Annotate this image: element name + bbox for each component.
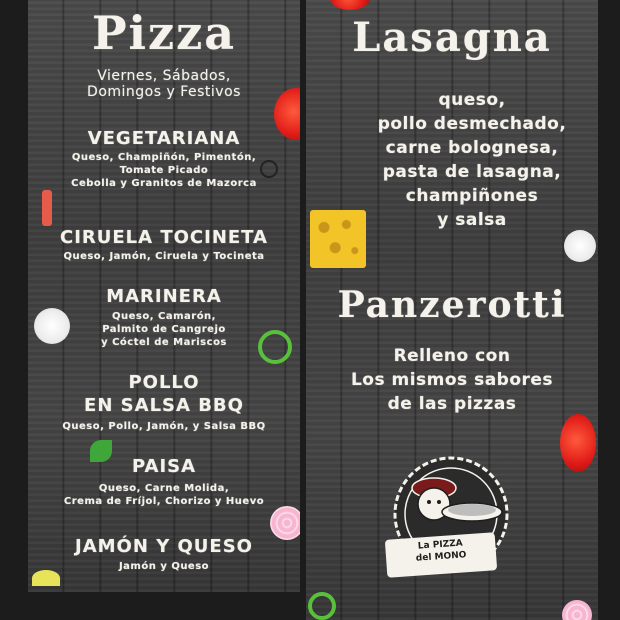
lasagna-title: Lasagna [352, 14, 552, 61]
pizza-item-marinera-desc: Palmito de Cangrejo [102, 324, 226, 335]
logo-text-line1: La PIZZA [417, 538, 464, 552]
pizza-item-vegetariana-title: VEGETARIANA [87, 128, 241, 149]
lasagna-ingredient: queso, [438, 90, 506, 110]
mushroom-slice-icon [34, 308, 70, 344]
pizza-item-vegetariana-desc: Queso, Champiñón, Pimentón, [71, 152, 257, 163]
pizza-subtitle-line2: Domingos y Festivos [87, 84, 241, 100]
pizza-title: Pizza [91, 6, 237, 60]
pizza-item-paisa-desc: Queso, Carne Molida, [98, 483, 230, 494]
olive-icon [260, 160, 278, 178]
lasagna-ingredient: pasta de lasagna, [382, 162, 562, 182]
lemon-slice-icon [32, 570, 60, 586]
panzerotti-desc: Relleno con [393, 346, 511, 366]
pizza-item-paisa-title: PAISA [131, 456, 197, 477]
pizza-subtitle-line1: Viernes, Sábados, [97, 68, 231, 84]
pizza-item-ciruela-title: CIRUELA TOCINETA [59, 227, 268, 248]
lasagna-ingredient: pollo desmechado, [377, 114, 567, 134]
pizza-item-marinera-title: MARINERA [106, 286, 222, 307]
onion-ring-icon [270, 506, 300, 540]
cheese-icon [310, 210, 366, 268]
panzerotti-title: Panzerotti [337, 284, 567, 326]
tomato-slice-icon [330, 0, 370, 10]
pizza-item-jamon-desc: Jamón y Queso [118, 561, 210, 572]
lasagna-ingredient: champiñones [405, 186, 539, 206]
monkey-eye-icon [427, 500, 431, 504]
pizza-icon [448, 504, 496, 516]
lasagna-ingredient: y salsa [437, 210, 507, 230]
onion-ring-icon [562, 600, 592, 620]
monkey-eye-icon [437, 500, 441, 504]
pizza-item-marinera-desc: y Cóctel de Mariscos [101, 337, 227, 348]
pizza-item-paisa-desc: Crema de Fríjol, Chorizo y Huevo [63, 496, 265, 507]
basil-leaf-icon [90, 440, 112, 462]
lasagna-panzerotti-board [306, 0, 598, 620]
lasagna-ingredient: carne bolognesa, [385, 138, 559, 158]
tomato-slice-icon [560, 414, 596, 472]
green-pepper-ring-icon [258, 330, 292, 364]
pizza-menu-board [28, 0, 300, 592]
logo-text-line2: del MONO [415, 550, 467, 564]
mushroom-slice-icon [564, 230, 596, 262]
pizza-item-pollo-title: EN SALSA BBQ [84, 395, 244, 416]
green-pepper-ring-icon [308, 592, 336, 620]
pizza-item-pollo-desc: Queso, Pollo, Jamón, y Salsa BBQ [62, 421, 266, 432]
pizza-item-vegetariana-desc: Cebolla y Granitos de Mazorca [71, 178, 257, 189]
pizza-item-vegetariana-desc: Tomate Picado [119, 165, 209, 176]
panzerotti-desc: de las pizzas [387, 394, 517, 414]
pizza-item-ciruela-desc: Queso, Jamón, Ciruela y Tocineta [63, 251, 265, 262]
pepper-strip-icon [42, 190, 52, 226]
logo-banner [385, 532, 497, 578]
panzerotti-desc: Los mismos sabores [350, 370, 554, 390]
pizza-item-jamon-title: JAMÓN Y QUESO [75, 536, 253, 557]
pizza-item-pollo-title: POLLO [128, 372, 200, 393]
pizza-item-marinera-desc: Queso, Camarón, [112, 311, 216, 322]
